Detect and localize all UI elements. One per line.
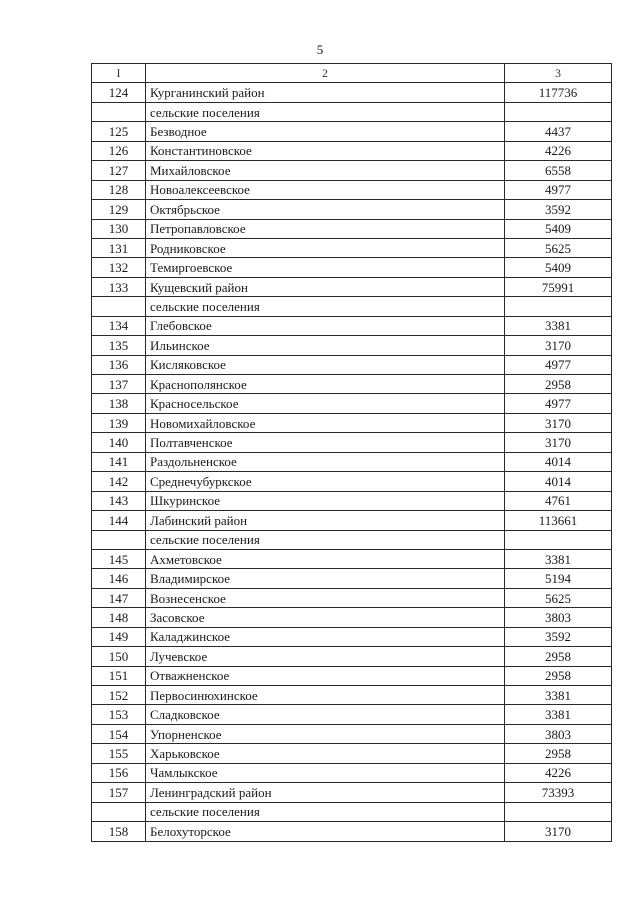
table-row	[92, 783, 612, 802]
row-name: сельские поселения	[146, 530, 505, 549]
row-number: 158	[92, 822, 146, 841]
page-number: 5	[316, 42, 324, 57]
table-row	[92, 822, 612, 841]
row-value: 3170	[505, 822, 612, 841]
table-row	[92, 724, 612, 743]
table-row	[92, 122, 612, 141]
row-value: 3803	[505, 724, 612, 743]
row-name: Безводное	[146, 122, 505, 141]
row-value: 4437	[505, 122, 612, 141]
row-name: Ахметовское	[146, 549, 505, 568]
row-number	[92, 102, 146, 121]
row-value: 3170	[505, 336, 612, 355]
row-value	[505, 297, 612, 316]
row-number: 128	[92, 180, 146, 199]
table-row	[92, 200, 612, 219]
table-row	[92, 141, 612, 160]
row-name: сельские поселения	[146, 802, 505, 821]
row-name: Петропавловское	[146, 219, 505, 238]
row-name: Шкуринское	[146, 491, 505, 510]
row-name: Кущевский район	[146, 277, 505, 296]
row-name: Лучевское	[146, 647, 505, 666]
row-name: Глебовское	[146, 316, 505, 335]
row-number: 143	[92, 491, 146, 510]
row-number: 136	[92, 355, 146, 374]
column-header-1: I	[92, 64, 146, 83]
table-row	[92, 258, 612, 277]
row-number: 153	[92, 705, 146, 724]
row-value: 4226	[505, 763, 612, 782]
table-row	[92, 297, 612, 316]
row-name: Среднечубуркское	[146, 472, 505, 491]
row-value: 75991	[505, 277, 612, 296]
row-name: Михайловское	[146, 161, 505, 180]
row-name: Полтавченское	[146, 433, 505, 452]
row-name: Белохуторское	[146, 822, 505, 841]
row-value: 4014	[505, 472, 612, 491]
table-row	[92, 375, 612, 394]
row-number: 127	[92, 161, 146, 180]
table-row	[92, 394, 612, 413]
row-value: 3381	[505, 705, 612, 724]
row-value: 3803	[505, 608, 612, 627]
table-row	[92, 686, 612, 705]
row-value: 3381	[505, 686, 612, 705]
row-name: Вознесенское	[146, 588, 505, 607]
row-name: Краснополянское	[146, 375, 505, 394]
row-number	[92, 530, 146, 549]
row-number: 131	[92, 238, 146, 257]
table-row	[92, 355, 612, 374]
row-number: 142	[92, 472, 146, 491]
row-value: 2958	[505, 666, 612, 685]
table-row	[92, 705, 612, 724]
row-name: Первосинюхинское	[146, 686, 505, 705]
row-value: 73393	[505, 783, 612, 802]
row-name: Упорненское	[146, 724, 505, 743]
row-value	[505, 802, 612, 821]
row-number: 141	[92, 452, 146, 471]
row-number: 146	[92, 569, 146, 588]
row-number: 134	[92, 316, 146, 335]
row-name: Каладжинское	[146, 627, 505, 646]
row-number: 132	[92, 258, 146, 277]
row-number: 135	[92, 336, 146, 355]
table-row	[92, 569, 612, 588]
row-name: Владимирское	[146, 569, 505, 588]
row-number: 155	[92, 744, 146, 763]
settlements-table	[91, 63, 612, 842]
row-name: Родниковское	[146, 238, 505, 257]
row-name: Красносельское	[146, 394, 505, 413]
row-name: Ленинградский район	[146, 783, 505, 802]
table-row	[92, 316, 612, 335]
row-number: 124	[92, 83, 146, 102]
row-number: 125	[92, 122, 146, 141]
table-row	[92, 802, 612, 821]
column-header-3: 3	[505, 64, 612, 83]
row-number: 151	[92, 666, 146, 685]
table-row	[92, 763, 612, 782]
row-number: 126	[92, 141, 146, 160]
table-row	[92, 627, 612, 646]
row-number: 152	[92, 686, 146, 705]
row-value: 4977	[505, 180, 612, 199]
row-value: 4977	[505, 394, 612, 413]
row-value: 4226	[505, 141, 612, 160]
row-name: сельские поселения	[146, 102, 505, 121]
row-name: Темиргоевское	[146, 258, 505, 277]
table-row	[92, 219, 612, 238]
row-value: 4014	[505, 452, 612, 471]
row-number: 154	[92, 724, 146, 743]
table-row	[92, 180, 612, 199]
row-number: 148	[92, 608, 146, 627]
row-name: Ильинское	[146, 336, 505, 355]
row-number	[92, 297, 146, 316]
row-number: 150	[92, 647, 146, 666]
row-value: 113661	[505, 511, 612, 530]
table-row	[92, 277, 612, 296]
table-row	[92, 647, 612, 666]
row-number: 157	[92, 783, 146, 802]
row-name: Чамлыкское	[146, 763, 505, 782]
row-value: 3592	[505, 627, 612, 646]
row-name: Константиновское	[146, 141, 505, 160]
row-name: Раздольненское	[146, 452, 505, 471]
table-row	[92, 608, 612, 627]
row-name: Кисляковское	[146, 355, 505, 374]
row-number: 139	[92, 413, 146, 432]
row-name: Курганинский район	[146, 83, 505, 102]
row-value: 5625	[505, 588, 612, 607]
row-number: 133	[92, 277, 146, 296]
row-value: 2958	[505, 647, 612, 666]
table-header-row	[92, 64, 612, 83]
table-row	[92, 588, 612, 607]
row-name: Отважненское	[146, 666, 505, 685]
row-number: 137	[92, 375, 146, 394]
table-row	[92, 336, 612, 355]
row-value: 5194	[505, 569, 612, 588]
row-value: 3381	[505, 316, 612, 335]
row-number: 140	[92, 433, 146, 452]
row-value: 2958	[505, 375, 612, 394]
row-number: 156	[92, 763, 146, 782]
row-value: 4977	[505, 355, 612, 374]
table-row	[92, 491, 612, 510]
table-row	[92, 452, 612, 471]
row-number: 138	[92, 394, 146, 413]
table-row	[92, 549, 612, 568]
row-value	[505, 530, 612, 549]
row-value: 117736	[505, 83, 612, 102]
row-value: 3170	[505, 413, 612, 432]
row-number: 145	[92, 549, 146, 568]
row-number: 130	[92, 219, 146, 238]
table-row	[92, 161, 612, 180]
row-name: Новомихайловское	[146, 413, 505, 432]
row-name: Сладковское	[146, 705, 505, 724]
table-row	[92, 744, 612, 763]
table-row	[92, 102, 612, 121]
row-value	[505, 102, 612, 121]
table-row	[92, 666, 612, 685]
row-value: 5409	[505, 258, 612, 277]
row-name: Новоалексеевское	[146, 180, 505, 199]
row-value: 5625	[505, 238, 612, 257]
table-row	[92, 83, 612, 102]
row-name: Лабинский район	[146, 511, 505, 530]
row-name: сельские поселения	[146, 297, 505, 316]
row-number: 129	[92, 200, 146, 219]
table-row	[92, 472, 612, 491]
row-name: Засовское	[146, 608, 505, 627]
row-value: 3170	[505, 433, 612, 452]
table-row	[92, 413, 612, 432]
row-name: Октябрьское	[146, 200, 505, 219]
row-number: 147	[92, 588, 146, 607]
table-body	[92, 64, 612, 842]
row-value: 3381	[505, 549, 612, 568]
row-name: Харьковское	[146, 744, 505, 763]
table-row	[92, 433, 612, 452]
row-number: 144	[92, 511, 146, 530]
row-value: 2958	[505, 744, 612, 763]
row-number	[92, 802, 146, 821]
table-row	[92, 238, 612, 257]
row-value: 5409	[505, 219, 612, 238]
row-value: 6558	[505, 161, 612, 180]
row-value: 3592	[505, 200, 612, 219]
row-value: 4761	[505, 491, 612, 510]
table-row	[92, 530, 612, 549]
row-number: 149	[92, 627, 146, 646]
table-row	[92, 511, 612, 530]
column-header-2: 2	[146, 64, 505, 83]
